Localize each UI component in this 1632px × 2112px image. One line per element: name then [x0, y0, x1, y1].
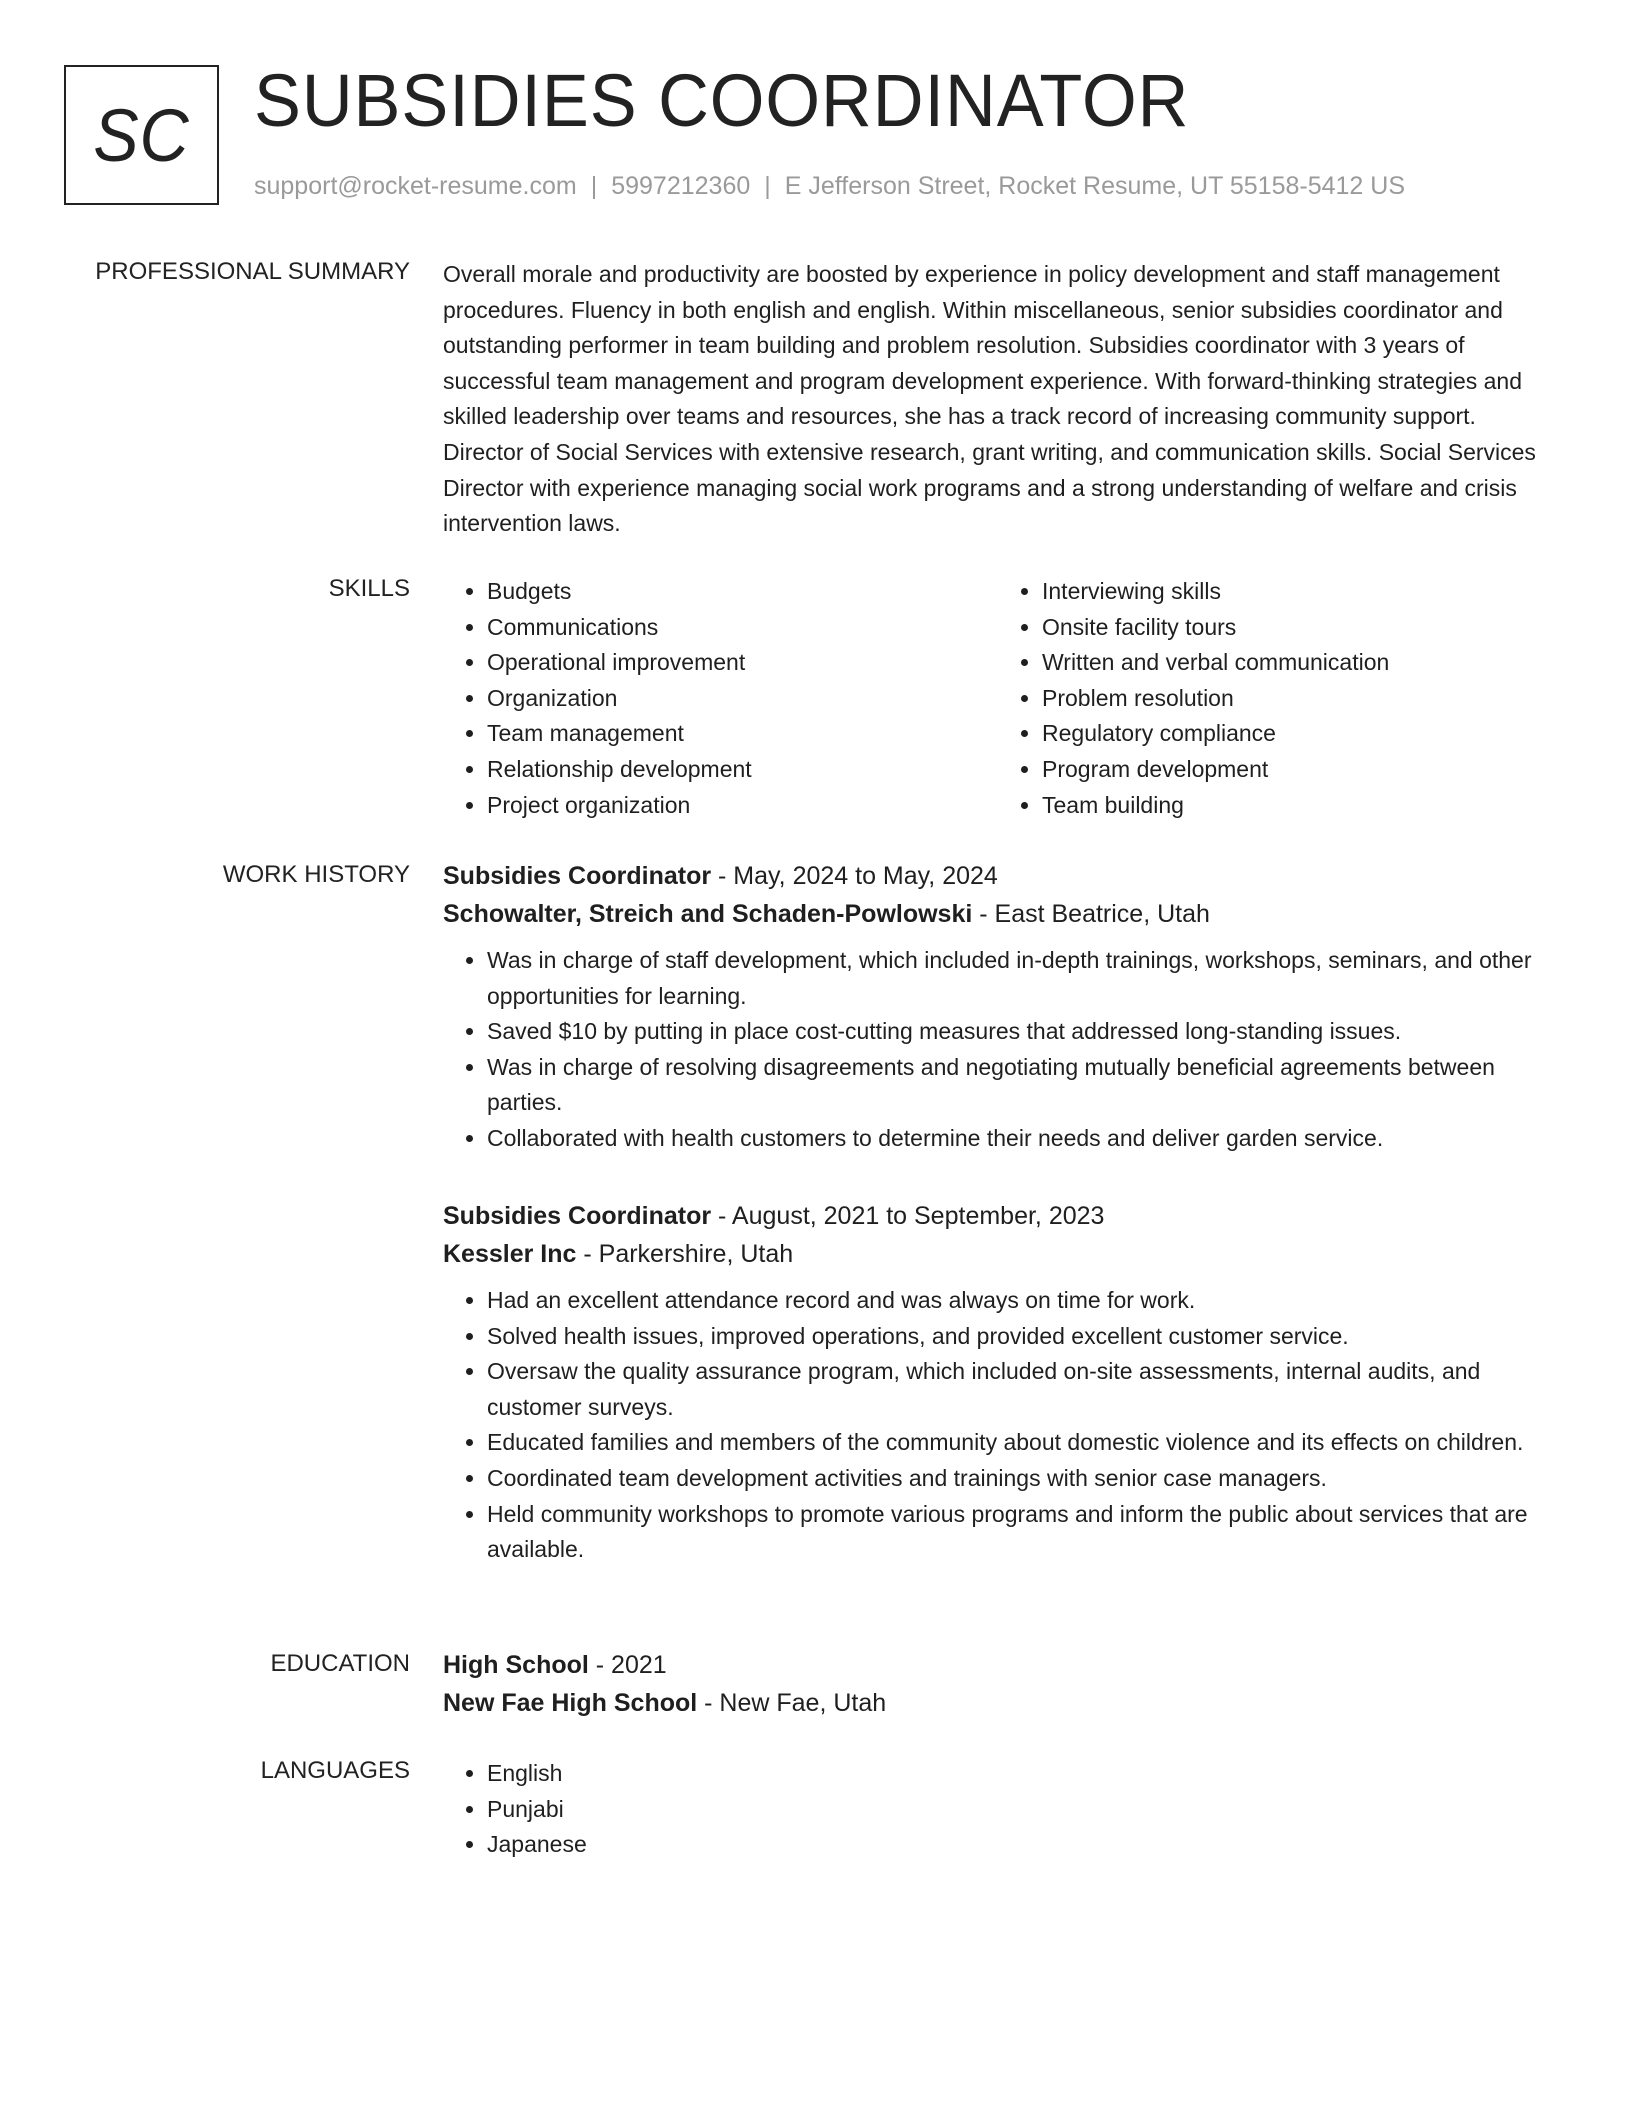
- job-bullets: [443, 1283, 1553, 1568]
- job-bullet: • Oversaw the quality assurance program, which included on-site assessments, internal audits, and customer surveys.: [487, 1354, 1553, 1425]
- skill-item: • Organization: [487, 681, 998, 717]
- job-bullet: • Solved health issues, improved operations, and provided excellent customer service.: [487, 1319, 1553, 1355]
- job-bullets: [443, 943, 1553, 1157]
- skill-item: • Problem resolution: [1042, 681, 1553, 717]
- job-dates: - August, 2021 to September, 2023: [711, 1202, 1105, 1230]
- job-bullet: • Collaborated with health customers to determine their needs and deliver garden service.: [487, 1121, 1553, 1157]
- skills-section: [443, 574, 1553, 823]
- job-bullet: • Was in charge of resolving disagreements and negotiating mutually beneficial agreements between parties.: [487, 1050, 1553, 1121]
- job-bullet: • Was in charge of staff development, which included in-depth trainings, workshops, seminars, and other opportunities for learning.: [487, 943, 1553, 1014]
- summary-heading: PROFESSIONAL SUMMARY: [95, 258, 410, 285]
- education-degree-line: [443, 1646, 1553, 1684]
- job-company: Kessler Inc: [443, 1240, 577, 1268]
- skill-item: • Team management: [487, 716, 998, 752]
- language-item: • Punjabi: [487, 1792, 1553, 1828]
- skill-item: • Budgets: [487, 574, 998, 610]
- job-dates: - May, 2024 to May, 2024: [711, 862, 998, 890]
- contact-line: [254, 172, 1405, 201]
- work-history-heading: WORK HISTORY: [222, 861, 410, 888]
- languages-heading: LANGUAGES: [260, 1757, 410, 1784]
- education-location: - New Fae, Utah: [697, 1689, 887, 1717]
- job-bullet: • Educated families and members of the community about domestic violence and its effects on children.: [487, 1425, 1553, 1461]
- job-title-line: [443, 857, 1553, 895]
- skill-item: • Team building: [1042, 788, 1553, 824]
- skill-item: • Project organization: [487, 788, 998, 824]
- skill-item: • Interviewing skills: [1042, 574, 1553, 610]
- contact-phone[interactable]: 5997212360: [611, 172, 751, 200]
- contact-address: E Jefferson Street, Rocket Resume, UT 55158-5412 US: [784, 172, 1405, 200]
- job-bullet: • Had an excellent attendance record and was always on time for work.: [487, 1283, 1553, 1319]
- skill-item: • Regulatory compliance: [1042, 716, 1553, 752]
- job-location: - Parkershire, Utah: [576, 1240, 794, 1268]
- monogram-box: [64, 65, 219, 205]
- job-bullet: • Coordinated team development activities and trainings with senior case managers.: [487, 1461, 1553, 1497]
- summary-section: [443, 257, 1553, 542]
- job-entry: [443, 857, 1553, 1157]
- languages-list: [443, 1756, 1553, 1863]
- resume-title: SUBSIDIES COORDINATOR: [254, 59, 1190, 142]
- education-school: New Fae High School: [443, 1689, 698, 1717]
- job-company: Schowalter, Streich and Schaden-Powlowski: [443, 900, 973, 928]
- language-item: • English: [487, 1756, 1553, 1792]
- languages-section: [443, 1756, 1553, 1863]
- skills-list-left: [443, 574, 998, 823]
- skill-item: • Written and verbal communication: [1042, 645, 1553, 681]
- education-degree: High School: [443, 1651, 589, 1679]
- language-item: • Japanese: [487, 1827, 1553, 1863]
- skills-heading: SKILLS: [328, 575, 410, 602]
- job-company-line: [443, 1235, 1553, 1273]
- contact-separator: |: [590, 172, 598, 200]
- education-heading: EDUCATION: [270, 1650, 410, 1677]
- summary-text: Overall morale and productivity are boosted by experience in policy development and staff management procedures. Fluency in both english and english. Within miscellaneous, senior subsidies coordinator and outstanding performer in team building and problem resolution. Subsidies coordinator with 3 years of successful team management and program development experience. With forward-thinking strategies and skilled leadership over teams and resources, she has a track record of increasing community support. Director of Social Services with extensive research, grant writing, and communication skills. Social Services Director with experience managing social work programs and a strong understanding of welfare and crisis intervention laws.: [443, 261, 1536, 537]
- monogram-initials: SC: [93, 93, 190, 177]
- job-bullet: • Saved $10 by putting in place cost-cutting measures that addressed long-standing issues.: [487, 1014, 1553, 1050]
- education-year: - 2021: [588, 1651, 667, 1679]
- education-section: [443, 1646, 1553, 1722]
- job-title: Subsidies Coordinator: [443, 862, 712, 890]
- job-company-line: [443, 895, 1553, 933]
- contact-email[interactable]: support@rocket-resume.com: [254, 172, 577, 200]
- job-bullet: • Held community workshops to promote various programs and inform the public about services that are available.: [487, 1497, 1553, 1568]
- skill-item: • Relationship development: [487, 752, 998, 788]
- job-title-line: [443, 1197, 1553, 1235]
- skill-item: • Communications: [487, 610, 998, 646]
- skill-item: • Operational improvement: [487, 645, 998, 681]
- job-entry: [443, 1197, 1553, 1568]
- skill-item: • Program development: [1042, 752, 1553, 788]
- job-title: Subsidies Coordinator: [443, 1202, 712, 1230]
- job-location: - East Beatrice, Utah: [972, 900, 1210, 928]
- skill-item: • Onsite facility tours: [1042, 610, 1553, 646]
- contact-separator: |: [764, 172, 771, 200]
- education-school-line: [443, 1684, 1553, 1722]
- skills-list-right: [998, 574, 1553, 823]
